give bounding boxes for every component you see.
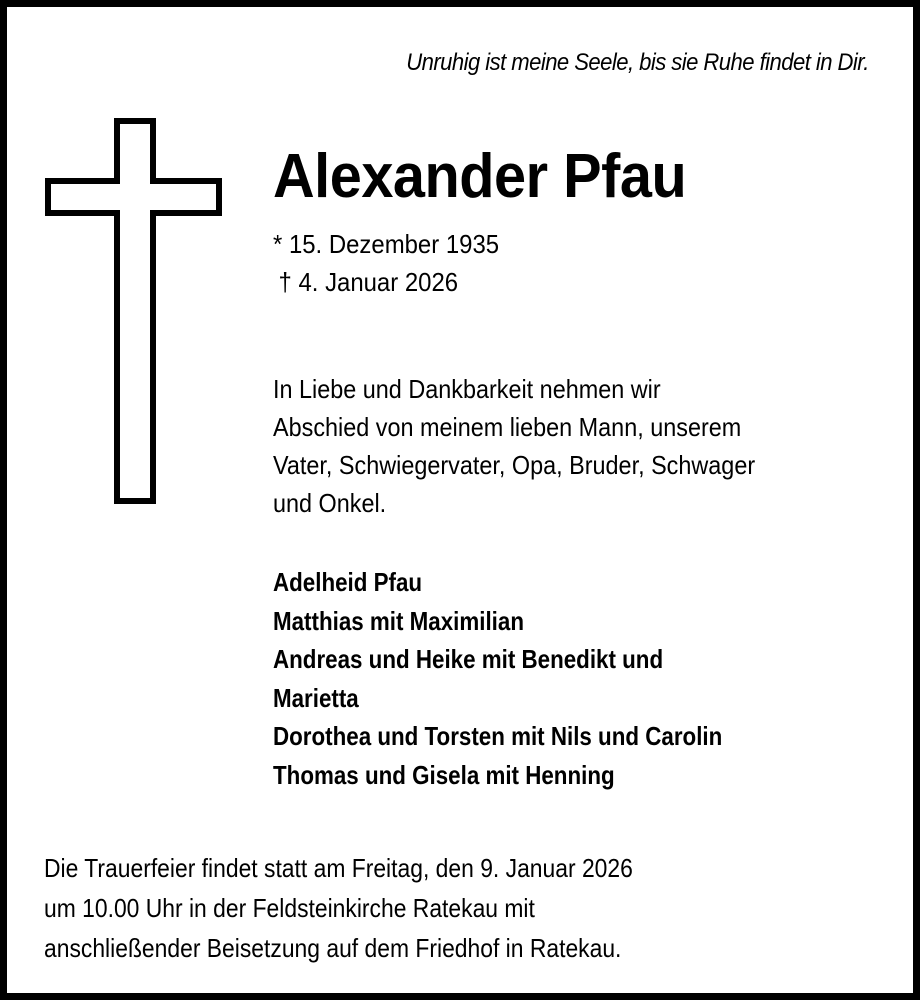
intro-line: und Onkel. (273, 488, 387, 518)
obituary-notice (7, 7, 913, 993)
motto-quote: Unruhig ist meine Seele, bis sie Ruhe findet in Dir. (406, 49, 869, 76)
death-date: † 4. Januar 2026 (278, 267, 459, 297)
mourner-line: Matthias mit Maximilian (273, 605, 524, 636)
intro-line: Abschied von meinem lieben Mann, unserem (273, 412, 742, 442)
service-line: Die Trauerfeier findet statt am Freitag, den 9. Januar 2026 (44, 853, 633, 883)
mourner-line: Thomas und Gisela mit Henning (273, 759, 615, 790)
intro-line: Vater, Schwiegervater, Opa, Bruder, Schwager (273, 450, 756, 480)
intro-text (273, 370, 809, 522)
mourners-list (273, 563, 795, 794)
mourner-line: Adelheid Pfau (273, 567, 423, 597)
service-line: um 10.00 Uhr in der Feldsteinkirche Ratekau mit (44, 893, 535, 923)
cross-icon (45, 118, 222, 504)
mourner-line: Andreas und Heike mit Benedikt und (273, 644, 664, 674)
intro-line: In Liebe und Dankbarkeit nehmen wir (273, 374, 661, 404)
birth-date: * 15. Dezember 1935 (273, 229, 500, 259)
service-line: anschließender Beisetzung auf dem Friedhof in Ratekau. (44, 933, 622, 963)
mourner-line: Marietta (273, 682, 359, 713)
mourner-line: Dorothea und Torsten mit Nils und Carolin (273, 721, 723, 751)
life-dates (273, 225, 519, 301)
deceased-name: Alexander Pfau (273, 142, 687, 211)
funeral-service-info (44, 848, 713, 968)
